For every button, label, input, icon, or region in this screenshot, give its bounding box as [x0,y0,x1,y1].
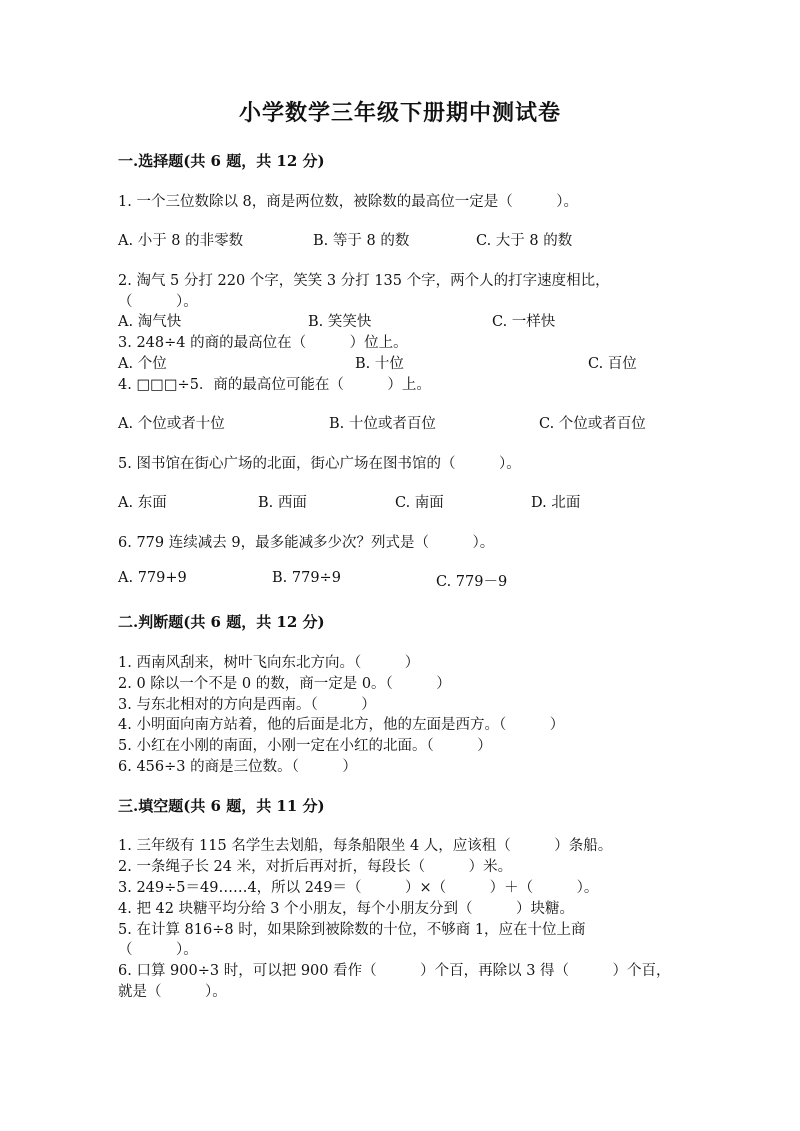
fill-item-continued: 就是（ ）。 [118,984,227,1000]
question-text: 3. 248÷4 的商的最高位在（ ）位上。 [118,335,408,351]
question-text: 1. 一个三位数除以 8，商是两位数，被除数的最高位一定是（ ）。 [118,194,579,210]
page-title: 小学数学三年级下册期中测试卷 [238,100,561,126]
option-b: B. 十位 [355,356,404,372]
option-a: A. 个位或者十位 [118,416,225,432]
section-heading-fill: 三.填空题(共 6 题，共 11 分) [118,797,325,815]
option-c: C. 779－9 [436,574,508,590]
question-text: 5. 图书馆在街心广场的北面，街心广场在图书馆的（ ）。 [118,456,521,472]
option-b: B. 等于 8 的数 [313,233,410,249]
judgement-item: 4. 小明面向南方站着，他的后面是北方，他的左面是西方。（ ） [118,717,565,733]
option-b: B. 779÷9 [272,570,341,586]
judgement-item: 3. 与东北相对的方向是西南。（ ） [118,697,376,713]
judgement-item: 1. 西南风刮来，树叶飞向东北方向。（ ） [118,655,420,671]
question-text: 4. □□□÷5．商的最高位可能在（ ）上。 [118,377,431,393]
question-text: 2. 淘气 5 分打 220 个字，笑笑 3 分打 135 个字，两个人的打字速度相比， [118,273,610,289]
fill-item: 5. 在计算 816÷8 时，如果除到被除数的十位，不够商 1，应在十位上商 [118,922,586,938]
section-heading-judgement: 二.判断题(共 6 题，共 12 分) [118,613,325,631]
fill-item: 1. 三年级有 115 名学生去划船，每条船限坐 4 人，应该租（ ）条船。 [118,838,613,854]
judgement-item: 5. 小红在小刚的南面，小刚一定在小红的北面。（ ） [118,738,492,754]
fill-item: 2. 一条绳子长 24 米，对折后再对折，每段长（ ）米。 [118,859,513,875]
option-a: A. 淘气快 [118,314,182,330]
option-a: A. 779+9 [118,570,187,586]
judgement-item: 6. 456÷3 的商是三位数。（ ） [118,759,357,775]
option-c: C. 一样快 [492,314,556,330]
option-b: B. 笑笑快 [308,314,372,330]
option-b: B. 西面 [258,495,307,511]
fill-item: 4. 把 42 块糖平均分给 3 个小朋友，每个小朋友分到（ ）块糖。 [118,901,575,917]
section-heading-choice: 一.选择题(共 6 题，共 12 分) [118,152,325,170]
fill-item: 3. 249÷5＝49……4，所以 249＝（ ）×（ ）＋（ ）。 [118,880,599,896]
option-a: A. 东面 [118,495,167,511]
fill-item: 6. 口算 900÷3 时，可以把 900 看作（ ）个百，再除以 3 得（ ）个百， [118,963,671,979]
option-a: A. 个位 [118,356,167,372]
question-text-continued: （ ）。 [118,294,198,310]
option-b: B. 十位或者百位 [329,416,436,432]
option-d: D. 北面 [531,495,581,511]
option-c: C. 百位 [588,356,637,372]
option-c: C. 大于 8 的数 [476,233,573,249]
option-c: C. 个位或者百位 [539,416,646,432]
fill-item-continued: （ ）。 [118,942,198,958]
question-text: 6. 779 连续减去 9，最多能减多少次？列式是（ ）。 [118,535,495,551]
option-a: A. 小于 8 的非零数 [118,233,244,249]
judgement-item: 2. 0 除以一个不是 0 的数，商一定是 0。（ ） [118,676,451,692]
option-c: C. 南面 [395,495,444,511]
